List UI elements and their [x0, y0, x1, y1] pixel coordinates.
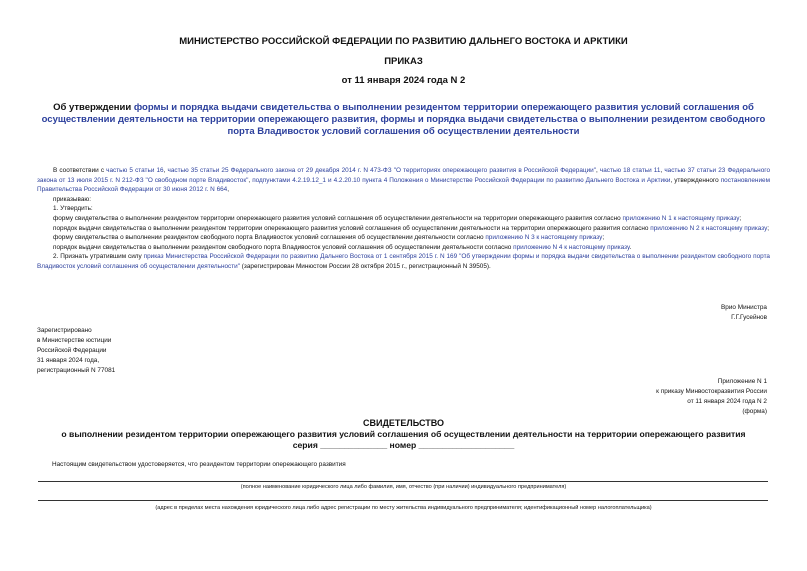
order-body: [37, 166, 770, 272]
order-heading: ПРИКАЗ: [384, 56, 423, 67]
item-1: 1. Утвердить:: [53, 205, 93, 213]
document-title: [30, 102, 777, 138]
proc2-end: .: [629, 243, 632, 251]
appendix-line: (форма): [742, 408, 767, 415]
certificate-text: Настоящим свидетельством удостоверяется, что резидентом территории опережающего развития: [52, 461, 346, 468]
proc2-text: порядок выдачи свидетельства о выполнении резидентом свободного порта Владивосток условий соглашения об осуществлении деятельности согласно: [53, 243, 514, 251]
form1-end: ;: [739, 214, 742, 222]
signer-name: Г.Г.Гусейнов: [731, 314, 767, 321]
appendix-3-link[interactable]: приложению N 3 к настоящему приказу: [485, 234, 603, 242]
preamble-link-4[interactable]: частью 37 статьи 23 Федерального закона от 13 июля 2015 г. N 212-ФЗ "О свободном порте Владивосток": [37, 167, 770, 184]
name-caption: (полное наименование юридического лица либо фамилия, имя, отчество (при наличии) индивидуального предпринимателя): [240, 484, 567, 490]
registration-line: регистрационный N 77081: [37, 367, 116, 374]
address-fill-line: [38, 500, 768, 501]
item2-end: (зарегистрирован Минюстом России 28 октября 2015 г., регистрационный N 39505).: [240, 262, 491, 270]
signer-position: Врио Министра: [721, 304, 767, 311]
appendix-block: [656, 377, 767, 417]
preamble-link-6[interactable]: постановлением Правительства Российской Федерации от 30 июня 2012 г. N 664: [37, 176, 770, 194]
proc1-end: ;: [767, 224, 770, 232]
certificate-subtitle: [0, 429, 807, 451]
preamble-text: ,: [248, 176, 253, 184]
registration-line: 31 января 2024 года,: [37, 357, 100, 364]
proc2-paragraph: [37, 243, 770, 253]
appendix-2-link[interactable]: приложению N 2 к настоящему приказу: [650, 224, 768, 232]
proc1-paragraph: [37, 224, 770, 234]
preamble-text: ,: [227, 186, 230, 194]
form2-paragraph: [37, 233, 770, 243]
title-prefix: Об утверждении: [53, 102, 134, 113]
preamble-link-2[interactable]: частью 35 статьи 25 Федерального закона от 29 декабря 2014 г. N 473-ФЗ "О территориях опережающего развития в Российской Федерации": [167, 167, 596, 174]
certificate-title: СВИДЕТЕЛЬСТВО: [363, 418, 444, 428]
appendix-line: от 11 января 2024 года N 2: [687, 398, 767, 405]
appendix-1-link[interactable]: приложению N 1 к настоящему приказу: [622, 214, 740, 222]
preamble-text: ,: [595, 167, 600, 174]
preamble-paragraph: [37, 166, 770, 195]
form2-text: форму свидетельства о выполнении резидентом свободного порта Владивосток условий соглашения об осуществлении деятельности согласно: [53, 234, 486, 242]
preamble-link-1[interactable]: частью 5 статьи 16: [106, 167, 164, 174]
appendix-line: Приложение N 1: [717, 378, 767, 385]
form1-paragraph: [37, 214, 770, 224]
address-caption: (адрес в пределах места нахождения юридического лица либо адрес регистрации по месту жительства индивидуального предпринимателя; идентификационный номер налогоплательщика): [155, 505, 652, 511]
appendix-line: к приказу Минвостокразвития России: [656, 388, 767, 395]
preamble-text: , утвержденного: [670, 176, 721, 184]
preamble-text: ,: [660, 167, 665, 174]
order-date: от 11 января 2024 года N 2: [341, 75, 466, 86]
item2-text: 2. Признать утратившим силу: [53, 253, 144, 261]
registration-block: [37, 326, 115, 376]
item-2-paragraph: [37, 252, 770, 271]
form1-text: форму свидетельства о выполнении резидентом территории опережающего развития условий соглашения об осуществлении деятельности на территории опережающего развития согласно: [53, 214, 623, 222]
title-link[interactable]: формы и порядка выдачи свидетельства о выполнении резидентом территории опережающего развития условий соглашения об осуществлении деятельности на территории опережающего развития, формы и порядка выдачи свидетельства о выполнении резидентом свободного порта Владивосток условий соглашения об осуществлении деятельности: [41, 102, 766, 137]
order-word: приказываю:: [53, 195, 91, 203]
registration-line: Российской Федерации: [37, 347, 107, 354]
proc1-text: порядок выдачи свидетельства о выполнении резидентом территории опережающего развития условий соглашения об осуществлении деятельности на территории опережающего развития согласно: [53, 224, 651, 232]
appendix-4-link[interactable]: приложению N 4 к настоящему приказу: [513, 243, 630, 251]
name-fill-line: [38, 481, 768, 482]
certificate-series: серия ______________ номер ____________________: [292, 440, 515, 450]
preamble-text: В соответствии с: [53, 167, 107, 174]
certificate-subtitle-text: о выполнении резидентом территории опережающего развития условий соглашения об осуществлении деятельности на территории опережающего развития: [61, 429, 746, 439]
preamble-link-5[interactable]: подпунктами 4.2.19.12_1 и 4.2.20.10 пункта 4 Положения о Министерстве Российской Федерации по развитию Дальнего Востока и Арктики: [252, 176, 671, 184]
preamble-link-3[interactable]: частью 18 статьи 11: [599, 167, 661, 174]
registration-line: Зарегистрировано: [37, 327, 92, 334]
repealed-order-link[interactable]: приказ Министерства Российской Федерации по развитию Дальнего Востока от 1 сентября 2015 г. N 169 "Об утверждении формы и порядка выдачи свидетельства о выполнении резидентом свободного порта Владивосток условий соглашения об осуществлении деятельности": [37, 253, 770, 270]
form2-end: ;: [602, 234, 605, 242]
ministry-heading: МИНИСТЕРСТВО РОССИЙСКОЙ ФЕДЕРАЦИИ ПО РАЗВИТИЮ ДАЛЬНЕГО ВОСТОКА И АРКТИКИ: [179, 36, 628, 47]
signature-block: [721, 303, 767, 323]
preamble-text: ,: [163, 167, 168, 174]
registration-line: в Министерстве юстиции: [37, 337, 112, 344]
